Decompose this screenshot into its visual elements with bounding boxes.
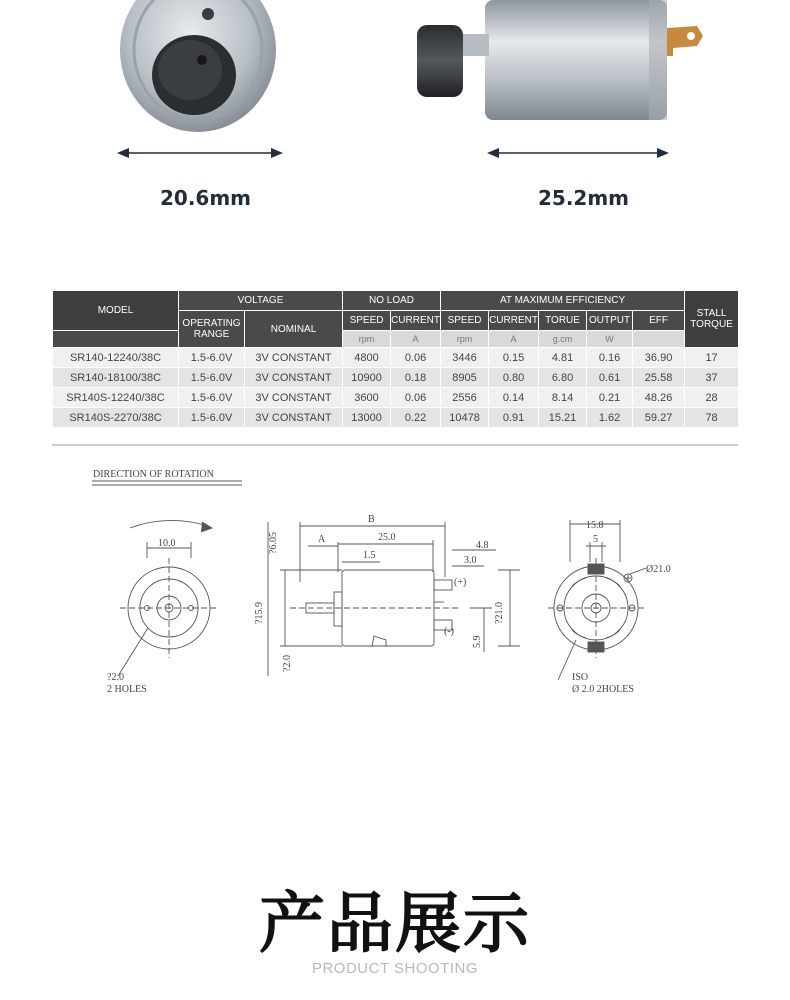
side-gap: 1.5 (363, 550, 376, 561)
cell-output: 0.61 (587, 368, 633, 388)
cell-torue: 4.81 (539, 348, 587, 368)
side-body-dia: ?15.9 (254, 602, 265, 624)
cell-stall: 37 (685, 368, 739, 388)
unit-cell: A (391, 331, 441, 348)
cell-eff: 48.26 (633, 388, 685, 408)
spec-table-body (53, 348, 739, 428)
diameter-arrow (115, 145, 285, 161)
units-model-spacer (53, 331, 179, 348)
cell-nl-speed: 13000 (343, 408, 391, 428)
header-eff: EFF (633, 311, 685, 331)
front-holes: 2 HOLES (107, 684, 147, 695)
cell-current: 0.80 (489, 368, 539, 388)
table-row (53, 348, 739, 368)
cell-nl-current: 0.06 (391, 388, 441, 408)
cell-current: 0.91 (489, 408, 539, 428)
unit-cell: W (587, 331, 633, 348)
cell-range: 1.5-6.0V (179, 348, 245, 368)
header-operating-range (179, 311, 245, 348)
cell-torue: 15.21 (539, 408, 587, 428)
cell-nl-current: 0.18 (391, 368, 441, 388)
side-tab2: 3.0 (464, 555, 477, 566)
cell-model: SR140S-2270/38C (53, 408, 179, 428)
unit-cell: A (489, 331, 539, 348)
header-output: OUTPUT (587, 311, 633, 331)
direction-label: DIRECTION OF ROTATION (93, 469, 214, 480)
header-operating-line1: OPERATING (182, 318, 241, 329)
section-title-cn: 产品展示 (259, 885, 531, 962)
cell-model: SR140-12240/38C (53, 348, 179, 368)
cell-range: 1.5-6.0V (179, 368, 245, 388)
table-row (53, 388, 739, 408)
diameter-label: 20.6mm (160, 186, 252, 210)
cell-eff: 59.27 (633, 408, 685, 428)
rear-dia: Ø21.0 (646, 564, 671, 575)
side-B: B (368, 514, 375, 525)
spec-table-container (52, 290, 738, 428)
side-A: A (318, 534, 326, 545)
side-height: ?21.0 (494, 602, 505, 624)
cell-torue: 8.14 (539, 388, 587, 408)
table-row (53, 408, 739, 428)
header-nominal: NOMINAL (245, 311, 343, 348)
rear-holes: Ø 2.0 2HOLES (572, 684, 634, 695)
cell-stall: 28 (685, 388, 739, 408)
side-shaft: ?2.0 (282, 655, 293, 672)
cell-model: SR140-18100/38C (53, 368, 179, 388)
header-stall-line2: TORQUE (690, 319, 733, 330)
header-nl-current: CURRENT (391, 311, 441, 331)
unit-cell: rpm (441, 331, 489, 348)
cell-nominal: 3V CONSTANT (245, 408, 343, 428)
header-speed: SPEED (441, 311, 489, 331)
motor-side-photo (415, 0, 715, 125)
unit-cell (633, 331, 685, 348)
cell-range: 1.5-6.0V (179, 408, 245, 428)
table-row (53, 368, 739, 388)
section-divider (52, 444, 738, 446)
cell-speed: 2556 (441, 388, 489, 408)
header-stall-line1: STALL (696, 308, 727, 319)
header-torue: TORUE (539, 311, 587, 331)
unit-cell: rpm (343, 331, 391, 348)
cell-stall: 17 (685, 348, 739, 368)
section-title-en: PRODUCT SHOOTING (311, 960, 479, 977)
cell-nl-speed: 4800 (343, 348, 391, 368)
rear-center: 5 (593, 534, 598, 545)
motor-front-photo (110, 0, 280, 140)
cell-eff: 36.90 (633, 348, 685, 368)
cell-speed: 10478 (441, 408, 489, 428)
side-length: 25.0 (378, 532, 396, 543)
cell-current: 0.14 (489, 388, 539, 408)
cell-nominal: 3V CONSTANT (245, 348, 343, 368)
cell-nl-current: 0.22 (391, 408, 441, 428)
spec-table (52, 290, 739, 428)
rear-width: 15.8 (586, 520, 604, 531)
cell-nl-speed: 10900 (343, 368, 391, 388)
rear-iso: ISO (572, 672, 589, 683)
cell-output: 1.62 (587, 408, 633, 428)
header-current: CURRENT (489, 311, 539, 331)
header-at-max-eff: AT MAXIMUM EFFICIENCY (441, 291, 685, 311)
cell-output: 0.16 (587, 348, 633, 368)
side-plus: (+) (454, 577, 467, 588)
header-nl-speed: SPEED (343, 311, 391, 331)
cell-nominal: 3V CONSTANT (245, 368, 343, 388)
cell-speed: 8905 (441, 368, 489, 388)
front-holes-dia: ?2.0 (107, 672, 124, 683)
header-voltage: VOLTAGE (179, 291, 343, 311)
cell-model: SR140S-12240/38C (53, 388, 179, 408)
side-tab: 4.8 (476, 540, 489, 551)
side-offset: 5.9 (472, 635, 483, 648)
unit-cell: g.cm (539, 331, 587, 348)
side-shaft-dia: ?6.05 (268, 532, 279, 554)
cell-nominal: 3V CONSTANT (245, 388, 343, 408)
cell-current: 0.15 (489, 348, 539, 368)
header-no-load: NO LOAD (343, 291, 441, 311)
cell-stall: 78 (685, 408, 739, 428)
cell-range: 1.5-6.0V (179, 388, 245, 408)
cell-nl-speed: 3600 (343, 388, 391, 408)
header-model: MODEL (53, 291, 179, 331)
front-width: 10.0 (158, 538, 176, 549)
cell-speed: 3446 (441, 348, 489, 368)
length-label: 25.2mm (538, 186, 630, 210)
technical-drawing (80, 462, 680, 702)
length-arrow (485, 145, 671, 161)
cell-output: 0.21 (587, 388, 633, 408)
cell-eff: 25.58 (633, 368, 685, 388)
header-stall-torque (685, 291, 739, 348)
side-minus: (-) (444, 626, 454, 637)
cell-torue: 6.80 (539, 368, 587, 388)
header-operating-line2: RANGE (193, 329, 230, 340)
cell-nl-current: 0.06 (391, 348, 441, 368)
